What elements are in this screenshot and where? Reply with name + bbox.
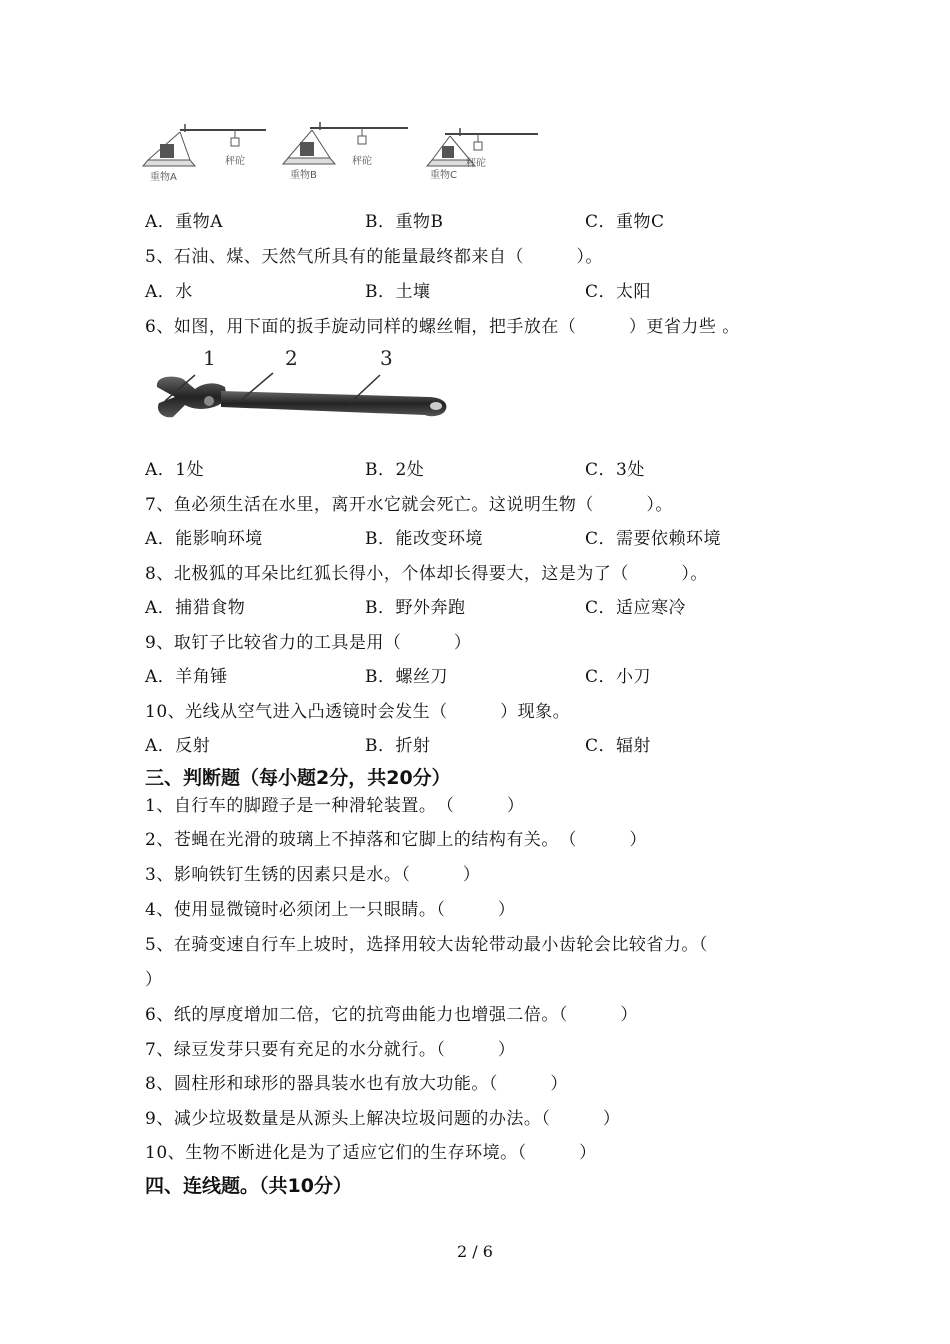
q7-option-a: A．能影响环境 xyxy=(145,529,263,549)
tf-item-5: 5、在骑变速自行车上坡时，选择用较大齿轮带动最小齿轮会比较省力。（ xyxy=(145,935,708,955)
tf-item-1: 1、自行车的脚蹬子是一种滑轮装置。 （ ） xyxy=(145,796,525,816)
steelyard-b-label: 重物B xyxy=(290,170,317,181)
wrench-figure xyxy=(145,345,455,435)
wrench-handle xyxy=(221,391,446,416)
q4-option-c: C．重物C xyxy=(585,212,665,232)
q6-stem: 6、如图，用下面的扳手旋动同样的螺丝帽，把手放在（ ）更省力些 。 xyxy=(145,317,740,337)
tf-item-6: 6、纸的厚度增加二倍，它的抗弯曲能力也增强二倍。（ ） xyxy=(145,1005,638,1025)
steelyard-a xyxy=(143,124,266,183)
q10-stem: 10、光线从空气进入凸透镜时会发生（ ）现象。 xyxy=(145,702,571,722)
tf-item-4: 4、使用显微镜时必须闭上一只眼睛。（ ） xyxy=(145,900,516,920)
section4-heading: 四、连线题。（共10分） xyxy=(145,1175,352,1197)
steelyard-c-weight-label: 秤砣 xyxy=(466,158,486,169)
tf-item-3: 3、影响铁钉生锈的因素只是水。（ ） xyxy=(145,865,481,885)
q4-option-b: B．重物B xyxy=(365,212,444,232)
q5-option-b: B．土壤 xyxy=(365,282,431,302)
steelyard-c xyxy=(427,128,538,181)
q5-option-a: A．水 xyxy=(145,282,193,302)
tf-item-5-cont: ） xyxy=(145,970,163,990)
wrench-label-3: 3 xyxy=(380,346,393,370)
steelyard-c-label: 重物C xyxy=(430,170,457,181)
steelyard-a-weight-label: 秤砣 xyxy=(225,156,245,167)
tf-item-7: 7、绿豆发芽只要有充足的水分就行。（ ） xyxy=(145,1040,516,1060)
q6-option-c: C．3处 xyxy=(585,460,645,480)
q9-option-c: C．小刀 xyxy=(585,667,652,687)
page-number: 2 / 6 xyxy=(457,1242,493,1261)
q5-option-c: C．太阳 xyxy=(585,282,652,302)
steelyard-b-weight-label: 秤砣 xyxy=(352,156,372,167)
q6-option-a: A．1处 xyxy=(145,460,205,480)
q7-option-b: B．能改变环境 xyxy=(365,529,483,549)
tf-item-10: 10、生物不断进化是为了适应它们的生存环境。（ ） xyxy=(145,1143,597,1163)
q7-option-c: C．需要依赖环境 xyxy=(585,529,722,549)
wrench-label-2: 2 xyxy=(285,346,298,370)
steelyard-figure xyxy=(140,118,560,190)
q10-option-c: C．辐射 xyxy=(585,736,652,756)
tf-item-8: 8、圆柱形和球形的器具装水也有放大功能。（ ） xyxy=(145,1074,568,1094)
tf-item-9: 9、减少垃圾数量是从源头上解决垃圾问题的办法。（ ） xyxy=(145,1109,621,1129)
q5-stem: 5、石油、煤、天然气所具有的能量最终都来自（ ）。 xyxy=(145,247,603,267)
steelyard-a-label: 重物A xyxy=(150,172,177,183)
tf-item-2: 2、苍蝇在光滑的玻璃上不掉落和它脚上的结构有关。 （ ） xyxy=(145,830,647,850)
wrench-label-1: 1 xyxy=(203,346,216,370)
wrench-head xyxy=(157,377,227,418)
q6-option-b: B．2处 xyxy=(365,460,425,480)
q8-option-a: A．捕猎食物 xyxy=(145,598,246,618)
steelyard-b xyxy=(283,122,408,181)
q8-stem: 8、北极狐的耳朵比红狐长得小，个体却长得要大，这是为了（ ）。 xyxy=(145,564,708,584)
q9-stem: 9、取钉子比较省力的工具是用（ ） xyxy=(145,633,472,653)
q8-option-c: C．适应寒冷 xyxy=(585,598,687,618)
q10-option-a: A．反射 xyxy=(145,736,211,756)
q7-stem: 7、鱼必须生活在水里，离开水它就会死亡。这说明生物（ ）。 xyxy=(145,495,673,515)
q9-option-b: B．螺丝刀 xyxy=(365,667,448,687)
q9-option-a: A．羊角锤 xyxy=(145,667,228,687)
q10-option-b: B．折射 xyxy=(365,736,431,756)
q8-option-b: B．野外奔跑 xyxy=(365,598,466,618)
section3-heading: 三、判断题（每小题2分，共20分） xyxy=(145,767,451,789)
q4-option-a: A．重物A xyxy=(145,212,224,232)
